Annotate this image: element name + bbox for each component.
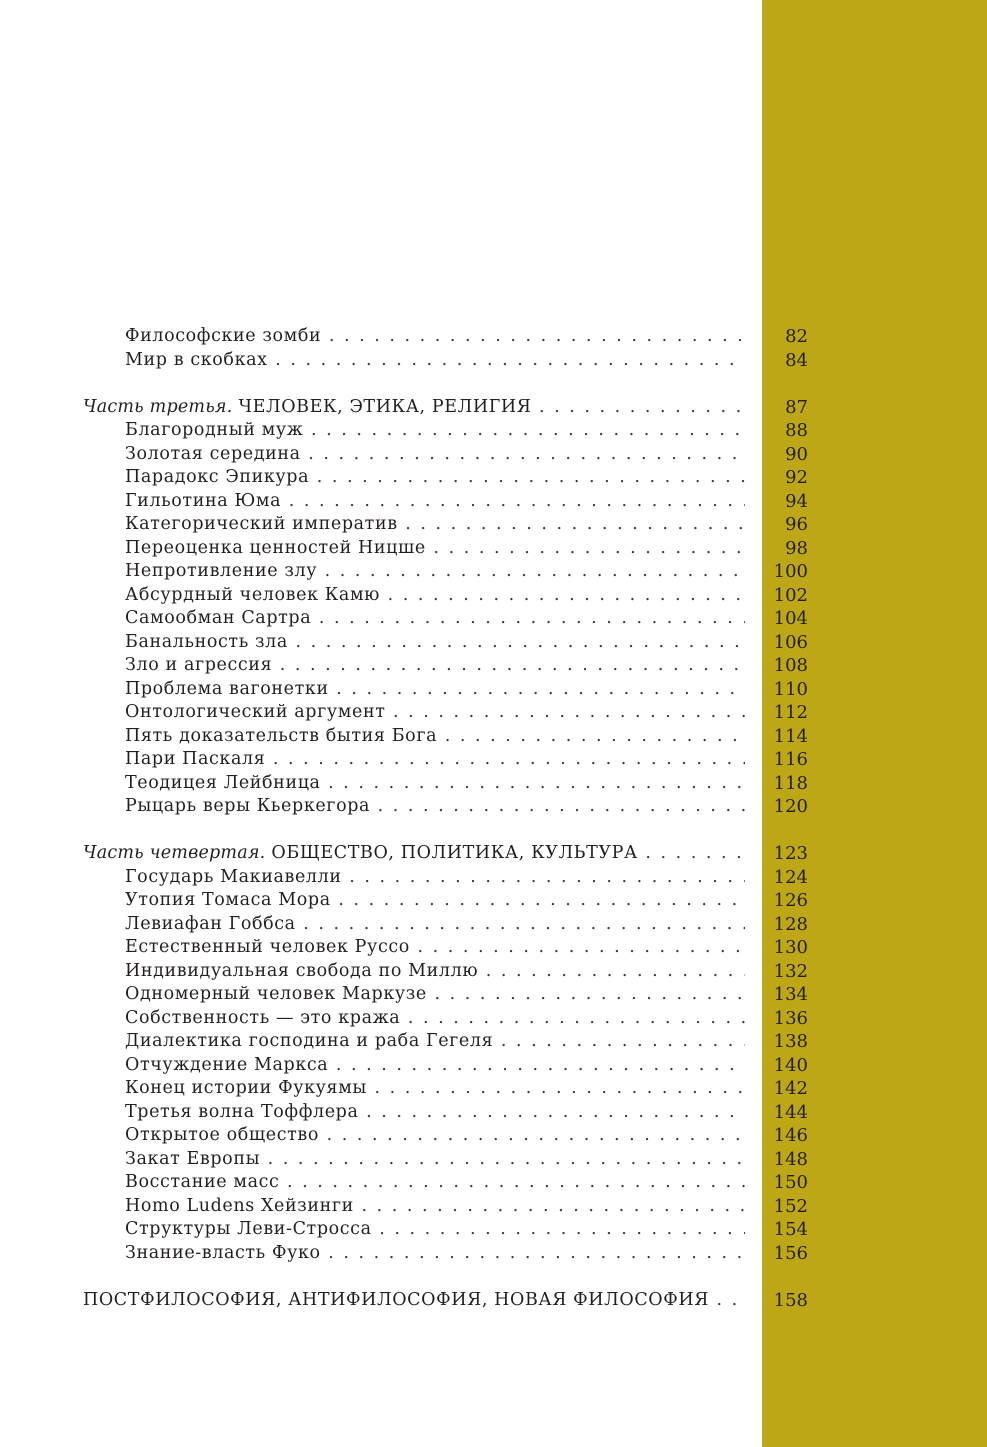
toc-entry-label: Конец истории Фукуямы — [125, 1078, 367, 1098]
toc-entry-text — [125, 654, 745, 678]
toc-page-number: 112 — [773, 702, 808, 723]
toc-entry-label: ЧЕЛОВЕК, ЭТИКА, РЕЛИГИЯ — [238, 396, 532, 417]
toc-item[interactable] — [0, 1195, 987, 1219]
toc-entry-text — [125, 678, 745, 702]
toc-page-number: 82 — [785, 326, 808, 347]
toc-entry-label: Самообман Сартра — [125, 608, 312, 628]
toc-page-number: 152 — [773, 1195, 808, 1217]
part-prefix: Часть четвертая. — [83, 843, 266, 863]
toc-item[interactable] — [0, 772, 987, 796]
toc-entry-label: Мир в скобках — [125, 349, 268, 370]
toc-entry-label: Философские зомби — [125, 326, 322, 346]
toc-entry-label: Пять доказательств бытия Бога — [125, 725, 438, 746]
toc-entry-label: Гильотина Юма — [125, 490, 282, 511]
toc-page-number: 142 — [773, 1078, 808, 1099]
toc-entry-label: Золотая середина — [125, 443, 301, 464]
toc-page-number: 126 — [773, 890, 808, 911]
toc-item[interactable] — [0, 584, 987, 608]
toc-entry-text — [125, 584, 745, 608]
toc-item[interactable] — [0, 936, 987, 960]
toc-item[interactable] — [0, 349, 987, 373]
toc-entry-label: Проблема вагонетки — [125, 678, 329, 699]
toc-entry-text — [125, 913, 745, 937]
toc-page-number: 156 — [773, 1242, 808, 1264]
toc-item[interactable] — [0, 748, 987, 772]
toc-page-number: 87 — [785, 396, 808, 418]
toc-entry-text — [125, 466, 745, 490]
toc-final-section[interactable] — [0, 1289, 987, 1313]
toc-page-number: 144 — [773, 1101, 808, 1123]
toc-page-number: 138 — [773, 1031, 808, 1052]
toc-item[interactable] — [0, 795, 987, 819]
toc-entry-text — [125, 1007, 745, 1031]
toc-item[interactable] — [0, 325, 987, 349]
toc-entry-text — [125, 960, 745, 984]
toc-entry-label: ОБЩЕСТВО, ПОЛИТИКА, КУЛЬТУРА — [271, 843, 638, 863]
toc-page-number: 116 — [773, 749, 808, 770]
toc-item[interactable] — [0, 1124, 987, 1148]
toc-page-number: 123 — [773, 843, 808, 864]
toc-item[interactable] — [0, 1054, 987, 1078]
toc-entry-label: Абсурдный человек Камю — [125, 584, 380, 605]
toc-page-number: 90 — [785, 443, 808, 465]
toc-page-number: 136 — [773, 1007, 808, 1029]
toc-entry-label: Отчуждение Маркса — [125, 1054, 329, 1075]
toc-page-number: 128 — [773, 913, 808, 935]
toc-entry-text — [125, 701, 745, 725]
toc-part-heading[interactable] — [0, 396, 987, 420]
toc-item[interactable] — [0, 1242, 987, 1266]
toc-entry-text — [125, 772, 745, 796]
toc-page-number: 102 — [773, 584, 808, 606]
toc-entry-text — [83, 1289, 745, 1313]
toc-item[interactable] — [0, 1007, 987, 1031]
toc-entry-text — [125, 1054, 745, 1078]
toc-entry-label: Левиафан Гоббса — [125, 913, 296, 934]
toc-entry-text — [125, 1242, 745, 1266]
toc-page-number: 100 — [773, 561, 808, 582]
toc-entry-label: Онтологический аргумент — [125, 702, 386, 722]
toc-item[interactable] — [0, 419, 987, 443]
toc-page-number: 96 — [785, 514, 808, 535]
toc-entry-label: Открытое общество — [125, 1125, 320, 1145]
toc-entry-label: Собственность — это кража — [125, 1007, 401, 1028]
toc-entry-label: Зло и агрессия — [125, 655, 273, 675]
toc-page-number: 92 — [785, 467, 808, 488]
toc-page-number: 88 — [785, 420, 808, 441]
toc-entry-text — [125, 349, 745, 373]
toc-entry-text — [125, 1148, 745, 1172]
toc-item[interactable] — [0, 537, 987, 561]
toc-item[interactable] — [0, 1171, 987, 1195]
toc-entry-label: Индивидуальная свобода по Миллю — [125, 960, 479, 981]
part-prefix: Часть третья. — [83, 396, 233, 417]
toc-entry-text — [125, 631, 745, 655]
toc-page-number: 108 — [773, 655, 808, 676]
toc-item[interactable] — [0, 1218, 987, 1242]
toc-page-number: 154 — [773, 1219, 808, 1240]
toc-entry-label: Знание-власть Фуко — [125, 1242, 321, 1263]
toc-entry-text — [125, 537, 745, 561]
toc-item[interactable] — [0, 466, 987, 490]
toc-entry-label: Диалектика господина и раба Гегеля — [125, 1031, 494, 1051]
toc-item[interactable] — [0, 443, 987, 467]
toc-entry-text — [125, 725, 745, 749]
toc-page-number: 118 — [773, 772, 808, 794]
toc-item[interactable] — [0, 725, 987, 749]
toc-page-number: 94 — [785, 490, 808, 512]
toc-entry-text — [125, 748, 745, 772]
toc-item[interactable] — [0, 701, 987, 725]
toc-entry-text — [125, 443, 745, 467]
toc-item[interactable] — [0, 1030, 987, 1054]
toc-page-number: 148 — [773, 1148, 808, 1170]
toc-page-number: 84 — [785, 349, 808, 371]
toc-page-number: 124 — [773, 866, 808, 888]
toc-item[interactable] — [0, 889, 987, 913]
toc-entry-label: Благородный муж — [125, 420, 304, 440]
toc-entry-label: Банальность зла — [125, 631, 288, 652]
toc-entry-text — [125, 1218, 745, 1242]
toc-item[interactable] — [0, 1148, 987, 1172]
toc-item[interactable] — [0, 1101, 987, 1125]
toc-entry-text — [125, 983, 745, 1007]
toc-item[interactable] — [0, 1077, 987, 1101]
toc-entry-text — [83, 396, 745, 420]
toc-item[interactable] — [0, 983, 987, 1007]
toc-entry-text — [125, 1030, 745, 1054]
toc-item[interactable] — [0, 960, 987, 984]
toc-page-number: 98 — [785, 537, 808, 559]
toc-entry-text — [125, 1171, 745, 1195]
toc-item[interactable] — [0, 631, 987, 655]
toc-entry-text — [125, 936, 745, 960]
toc-entry-text — [125, 795, 745, 819]
toc-entry-label: Пари Паскаля — [125, 749, 266, 769]
toc-item[interactable] — [0, 513, 987, 537]
toc-entry-label: Переоценка ценностей Ницше — [125, 537, 426, 558]
toc-entry-text — [125, 1077, 745, 1101]
toc-item[interactable] — [0, 490, 987, 514]
toc-page-number: 158 — [773, 1289, 808, 1311]
toc-item[interactable] — [0, 678, 987, 702]
toc-item[interactable] — [0, 560, 987, 584]
toc-item[interactable] — [0, 913, 987, 937]
toc-entry-text — [125, 889, 745, 913]
toc-entry-label: Структуры Леви-Стросса — [125, 1219, 372, 1239]
toc-entry-text — [125, 1124, 745, 1148]
toc-entry-label: ПОСТФИЛОСОФИЯ, АНТИФИЛОСОФИЯ, НОВАЯ ФИЛОСОФИЯ — [83, 1289, 709, 1310]
toc-page-number: 150 — [773, 1172, 808, 1193]
toc-page-number: 132 — [773, 960, 808, 982]
toc-entry-label: Государь Макиавелли — [125, 866, 342, 887]
toc-item[interactable] — [0, 866, 987, 890]
toc-entry-label: Утопия Томаса Мора — [125, 890, 331, 910]
toc-page-number: 134 — [773, 984, 808, 1005]
toc-entry-text — [125, 1195, 745, 1219]
toc-entry-label: Одномерный человек Маркузе — [125, 984, 427, 1004]
toc-entry-label: Категорический императив — [125, 514, 398, 534]
toc-entry-text — [125, 1101, 745, 1125]
toc-entry-text — [125, 866, 745, 890]
toc-page-number: 140 — [773, 1054, 808, 1076]
toc-page-number: 146 — [773, 1125, 808, 1146]
toc-entry-text — [83, 842, 745, 866]
toc-page-number: 110 — [773, 678, 808, 700]
toc-entry-label: Непротивление злу — [125, 561, 318, 581]
toc-entry-text — [125, 560, 745, 584]
toc-entry-label: Восстание масс — [125, 1172, 280, 1192]
toc-entry-text — [125, 419, 745, 443]
toc-entry-text — [125, 490, 745, 514]
toc-entry-label: Homo Ludens Хейзинги — [125, 1195, 354, 1216]
toc-page-number: 130 — [773, 937, 808, 958]
toc-item[interactable] — [0, 607, 987, 631]
toc-entry-label: Теодицея Лейбница — [125, 772, 321, 793]
toc-item[interactable] — [0, 654, 987, 678]
table-of-contents — [0, 325, 987, 1312]
toc-entry-text — [125, 325, 745, 349]
toc-entry-text — [125, 607, 745, 631]
toc-page-number: 106 — [773, 631, 808, 653]
toc-entry-label: Закат Европы — [125, 1148, 261, 1169]
toc-entry-label: Естественный человек Руссо — [125, 937, 410, 957]
toc-entry-label: Парадокс Эпикура — [125, 467, 310, 487]
toc-page-number: 104 — [773, 608, 808, 629]
toc-part-heading[interactable] — [0, 842, 987, 866]
toc-entry-label: Рыцарь веры Кьеркегора — [125, 796, 371, 816]
toc-entry-text — [125, 513, 745, 537]
toc-entry-label: Третья волна Тоффлера — [125, 1101, 359, 1122]
toc-page-number: 114 — [773, 725, 808, 747]
toc-page-number: 120 — [773, 796, 808, 817]
